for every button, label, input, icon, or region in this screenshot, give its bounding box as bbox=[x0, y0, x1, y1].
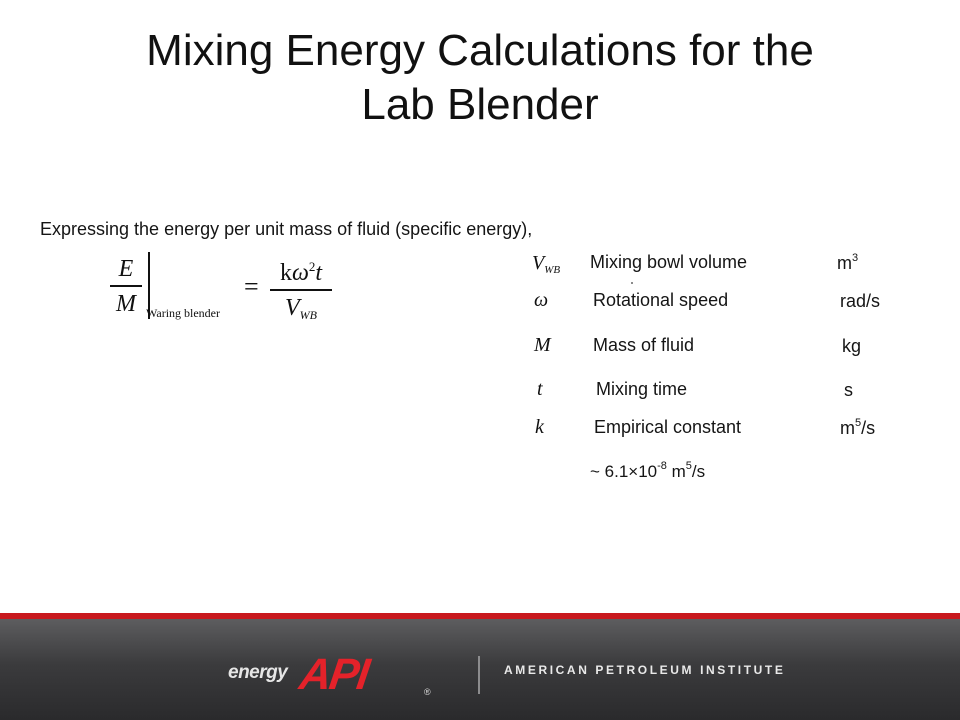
variable-unit bbox=[840, 290, 880, 312]
registered-mark: ® bbox=[424, 687, 431, 697]
footer-body bbox=[0, 619, 960, 720]
symbol-main: t bbox=[537, 378, 543, 400]
unit-exponent: 5 bbox=[855, 417, 862, 429]
variable-description: Rotational speed bbox=[593, 290, 729, 310]
energy-api-logo bbox=[228, 651, 468, 701]
lhs-fraction-bar bbox=[110, 285, 142, 287]
unit-base: rad/s bbox=[840, 291, 881, 311]
variable-description: Empirical constant bbox=[594, 417, 742, 437]
note-exponent: -8 bbox=[657, 460, 667, 472]
slide-title bbox=[80, 24, 880, 132]
lhs-numerator: E bbox=[118, 256, 134, 282]
rhs-v: V bbox=[285, 294, 300, 321]
equals-sign: = bbox=[244, 272, 259, 301]
symbol-main: V bbox=[532, 252, 545, 274]
unit-base: m bbox=[840, 418, 855, 438]
variable-symbol bbox=[534, 334, 551, 358]
rhs-fraction bbox=[270, 253, 332, 329]
logo-api-mark: API bbox=[296, 650, 371, 699]
variable-description: Mass of fluid bbox=[593, 335, 695, 355]
intro-text: Expressing the energy per unit mass of fluid (specific energy), bbox=[40, 219, 533, 239]
unit-base: kg bbox=[842, 336, 862, 356]
symbol-main: k bbox=[535, 416, 544, 438]
footer-divider bbox=[478, 656, 480, 694]
rhs-omega: ω bbox=[291, 260, 309, 286]
note-unit-exponent: 5 bbox=[685, 460, 692, 472]
variable-description: Mixing time bbox=[596, 379, 688, 399]
rhs-omega-exponent: 2 bbox=[308, 259, 316, 274]
unit-tail: /s bbox=[861, 418, 876, 438]
rhs-t: t bbox=[315, 260, 323, 286]
title-line-1: Mixing Energy Calculations for the bbox=[146, 26, 814, 75]
variable-symbol bbox=[534, 289, 548, 313]
note-unit-tail: /s bbox=[691, 462, 706, 481]
title-line-2: Lab Blender bbox=[361, 80, 599, 129]
variable-unit bbox=[842, 335, 861, 357]
variable-unit bbox=[840, 417, 875, 439]
note-prefix: ~ 6.1×10 bbox=[590, 462, 658, 481]
logo-energy-word: energy bbox=[228, 662, 288, 683]
variable-symbol bbox=[537, 378, 543, 402]
stray-dot bbox=[631, 282, 633, 284]
unit-exponent: 3 bbox=[852, 252, 859, 264]
variable-unit bbox=[837, 252, 858, 274]
unit-base: s bbox=[844, 380, 853, 400]
rhs-fraction-bar bbox=[270, 289, 332, 291]
note-unit-base: m bbox=[666, 462, 686, 481]
symbol-subscript: WB bbox=[544, 264, 561, 276]
rhs-k: k bbox=[279, 260, 292, 286]
footer-bar bbox=[0, 613, 960, 720]
evaluation-label: Waring blender bbox=[146, 306, 221, 320]
variable-unit bbox=[844, 379, 853, 401]
rhs-numerator bbox=[270, 253, 332, 287]
variable-description: Mixing bowl volume bbox=[590, 252, 748, 272]
symbol-main: M bbox=[534, 334, 551, 356]
rhs-denominator bbox=[270, 294, 332, 329]
variable-symbol bbox=[532, 252, 560, 276]
unit-base: m bbox=[837, 253, 852, 273]
lhs-fraction bbox=[110, 255, 142, 318]
constant-value-note bbox=[590, 460, 705, 482]
lhs-denominator: M bbox=[116, 290, 136, 317]
organization-name: AMERICAN PETROLEUM INSTITUTE bbox=[504, 663, 786, 677]
variable-symbol bbox=[535, 416, 544, 440]
symbol-main: ω bbox=[534, 289, 549, 311]
rhs-v-subscript: WB bbox=[299, 307, 317, 322]
specific-energy-equation bbox=[110, 248, 360, 332]
